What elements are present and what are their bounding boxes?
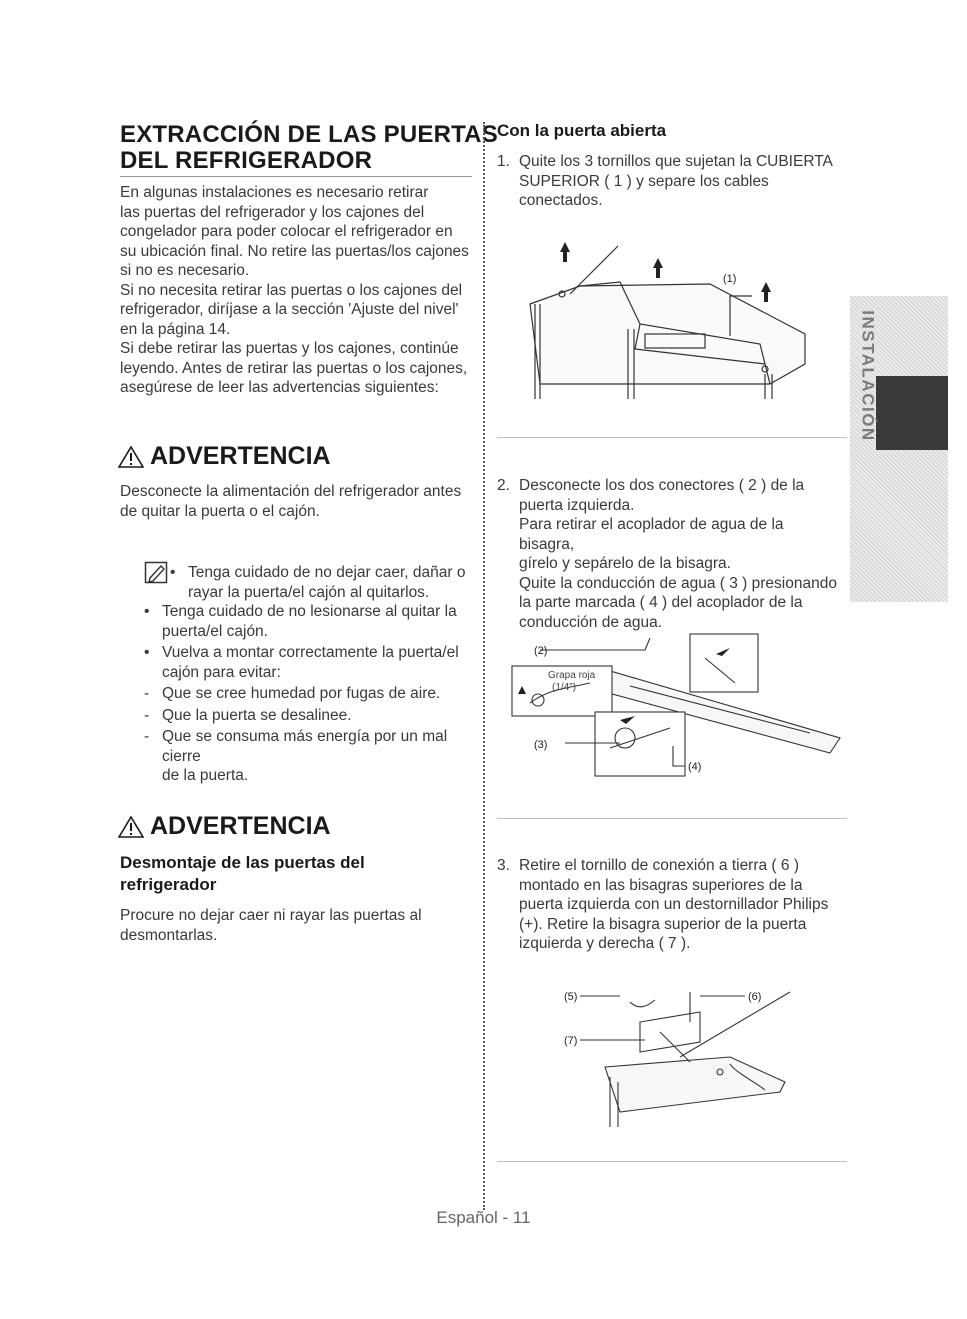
warning-title: ADVERTENCIA (150, 812, 331, 840)
warning-1-text (120, 482, 475, 521)
warning-title: ADVERTENCIA (150, 442, 331, 470)
intro-line: en la página 14. (120, 320, 231, 338)
dash: - (144, 728, 150, 745)
intro-line: Si debe retirar las puertas y los cajones, continúe (120, 340, 459, 357)
figure-hinge (560, 982, 800, 1132)
side-tab (848, 296, 888, 456)
dash-item-1 (140, 684, 480, 704)
fig2-label-3: (3) (534, 739, 548, 751)
intro-line: las puertas del refrigerador y los cajones del (120, 203, 425, 221)
fig2-label-4: (4) (688, 761, 702, 773)
step-line: (+). Retire la bisagra superior de la puerta (519, 915, 807, 933)
subheading-line: refrigerador (120, 875, 217, 894)
note-line: rayar la puerta/el cajón al quitarlos. (188, 583, 430, 601)
step-line: Quite los 3 tornillos que sujetan la CUBIERTA (519, 153, 833, 170)
closing-line: Procure no dejar caer ni rayar las puertas al (120, 907, 422, 924)
note-line: Tenga cuidado de no lesionarse al quitar la (162, 603, 457, 620)
section-title-line1: EXTRACCIÓN DE LAS PUERTAS (120, 121, 498, 148)
fig2-clip-size: (1/4") (552, 682, 577, 693)
bullet: • (144, 603, 150, 620)
warning-triangle-icon (118, 445, 144, 469)
warning-line: Desconecte la alimentación del refrigerador antes (120, 483, 462, 500)
intro-line: leyendo. Antes de retirar las puertas o los cajones, (120, 359, 468, 377)
step-number: 2. (497, 477, 510, 494)
closing-paragraph (120, 906, 475, 945)
fig2-label-2: (2) (534, 645, 548, 657)
side-tab-label: INSTALACIÓN (859, 310, 878, 442)
step-line: conducción de agua. (519, 613, 663, 631)
note-list (140, 602, 480, 786)
note-line: Tenga cuidado de no dejar caer, dañar o (188, 564, 466, 581)
closing-line: desmontarlas. (120, 926, 218, 944)
note-item-3 (140, 643, 480, 682)
subheading (120, 852, 365, 896)
step-line: Quite la conducción de agua ( 3 ) presionando (519, 574, 837, 592)
note-line: Que la puerta se desalinee. (162, 706, 352, 724)
note-line: Que se consuma más energía por un mal cierre (162, 728, 448, 765)
step-line: puerta izquierda. (519, 496, 635, 514)
step-separator (497, 1161, 847, 1162)
intro-paragraph (120, 183, 475, 398)
note-line: puerta/el cajón. (162, 622, 268, 640)
step-line: puerta izquierda con un destornillador Philips (519, 896, 829, 913)
figure-top-cover (520, 234, 820, 404)
step-separator (497, 437, 847, 438)
page-footer: Español - 11 (436, 1208, 531, 1227)
section-title-line2: DEL REFRIGERADOR (120, 147, 373, 174)
fig1-label: (1) (723, 273, 737, 285)
step-line: Desconecte los dos conectores ( 2 ) de la (519, 477, 805, 494)
step-number: 3. (497, 857, 510, 874)
intro-line: asegúrese de leer las advertencias siguientes: (120, 379, 439, 396)
note-line: cajón para evitar: (162, 663, 281, 681)
note-line: de la puerta. (162, 767, 249, 784)
step-separator (497, 818, 847, 819)
subheading-line: Desmontaje de las puertas del (120, 853, 365, 872)
dash: - (144, 706, 150, 724)
warning-heading-2 (118, 812, 331, 841)
step-line: Retire el tornillo de conexión a tierra ( 6 ) (519, 857, 799, 874)
note-item-1 (166, 563, 476, 602)
note-line: Vuelva a montar correctamente la puerta/el (162, 644, 459, 661)
dash-item-3 (140, 727, 480, 786)
intro-line: En algunas instalaciones es necesario retirar (120, 184, 429, 201)
fig3-label-6: (6) (748, 991, 762, 1003)
intro-line: refrigerador, diríjase a la sección 'Ajuste del nivel' (120, 301, 459, 318)
intro-line: congelador para poder colocar el refrigerador en (120, 223, 453, 240)
step-number: 1. (497, 153, 510, 170)
bullet: • (170, 564, 176, 581)
step-line: montado en las bisagras superiores de la (519, 876, 803, 894)
column-divider (483, 122, 485, 1210)
intro-line: si no es necesario. (120, 262, 250, 279)
step-line: SUPERIOR ( 1 ) y separe los cables (519, 172, 769, 190)
note-line: Que se cree humedad por fugas de aire. (162, 685, 441, 702)
title-rule (120, 176, 472, 177)
warning-line: de quitar la puerta o el cajón. (120, 502, 320, 520)
warning-heading-1 (118, 442, 331, 471)
step-line: gírelo y sepárelo de la bisagra. (519, 555, 731, 572)
intro-line: su ubicación final. No retire las puertas/los cajones (120, 242, 469, 260)
intro-line: Si no necesita retirar las puertas o los cajones del (120, 281, 463, 299)
figure-water-coupler (510, 628, 845, 788)
bullet: • (144, 644, 150, 661)
dash: - (144, 685, 150, 702)
note-item-2 (140, 602, 480, 641)
step-line: Para retirar el acoplador de agua de la bisagra, (519, 516, 784, 553)
dash-item-2 (140, 706, 480, 726)
fig3-label-7: (7) (564, 1035, 578, 1047)
step-line: la parte marcada ( 4 ) del acoplador de la (519, 594, 803, 611)
step-line: conectados. (519, 192, 603, 209)
step-line: izquierda y derecha ( 7 ). (519, 935, 691, 952)
fig2-clip-label: Grapa roja (548, 670, 596, 681)
warning-triangle-icon (118, 815, 144, 839)
fig3-label-5: (5) (564, 991, 578, 1003)
right-heading: Con la puerta abierta (497, 121, 667, 140)
